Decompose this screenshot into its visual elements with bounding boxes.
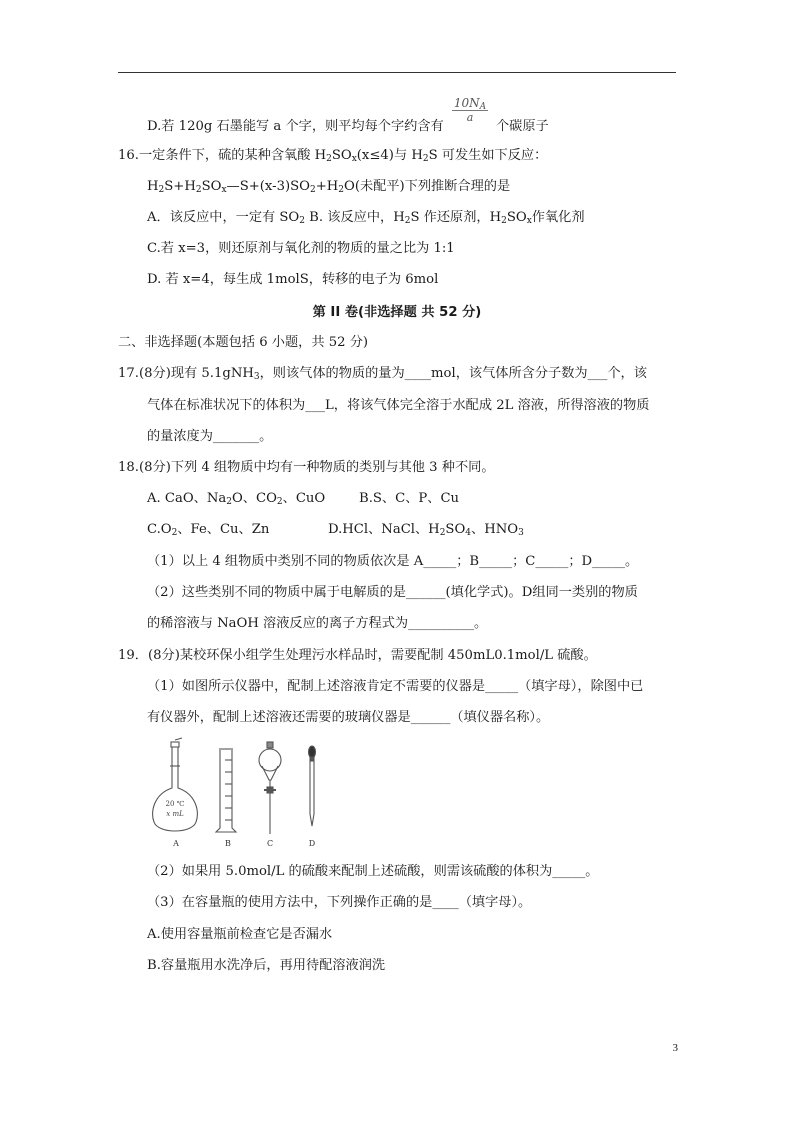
- q16-option-d: D. 若 x=4，每生成 1molS，转移的电子为 6mol: [147, 272, 439, 287]
- header-rule: [118, 72, 676, 73]
- flask-volume-label: x mL: [166, 810, 184, 818]
- volumetric-flask-icon: [153, 738, 198, 831]
- q16-equation: $H_2S+H_2SO_x—S+(x-3)SO_2+H_2O$(未配平)下列推断合理的是: [147, 179, 511, 195]
- fig-label-d: D: [308, 839, 316, 848]
- q17-line-2: 气体在标准状况下的体积为___L，将该气体完全溶于水配成 2L 溶液，所得溶液的物质: [147, 398, 650, 413]
- q18-sub-1: （1）以上 4 组物质中类别不同的物质依次是 A_____；B_____；C_____；D_____。: [147, 554, 639, 569]
- q18-options-ab: A. CaO、$Na_2O$、$CO_2$、CuO: [147, 491, 326, 507]
- fig-label-b: B: [225, 839, 231, 848]
- q18-sub-2b: 的稀溶液与 NaOH 溶液反应的离子方程式为__________。: [147, 616, 488, 631]
- q19-stem: 19．(8分)某校环保小组学生处理污水样品时，需要配制 450mL0.1mol/L 硫酸。: [118, 648, 597, 663]
- q19-option-b: B.容量瓶用水洗净后，再用待配溶液润洗: [147, 958, 386, 973]
- q19-sub-2: （2）如果用 5.0mol/L 的硫酸来配制上述硫酸，则需该硫酸的体积为_____。: [147, 864, 599, 879]
- q15-option-d: D.若 120g 石墨能写 a 个字，则平均每个字约含有: [147, 119, 444, 134]
- q15-option-d-suffix: 个碳原子: [496, 119, 549, 134]
- q16-option-c: C.若 x=3，则还原剂与氧化剂的物质的量之比为 1:1: [147, 241, 455, 256]
- q16-options-ab: A．该反应中，一定有 $SO_2$ B. 该反应中，$H_2S$ 作还原剂，$H_2SO_x$作氧化剂: [147, 210, 585, 226]
- q16-stem: 16.一定条件下，硫的某种含氧酸 $H_2SO_x(x\le 4)$与 $H_2S$ 可发生如下反应：: [118, 148, 548, 164]
- q19-sub-3: （3）在容量瓶的使用方法中，下列操作正确的是____（填字母）。: [147, 895, 532, 910]
- q18-stem: 18.(8分)下列 4 组物质中均有一种物质的类别与其他 3 种不同。: [118, 460, 495, 475]
- q17-line-3: 的量浓度为_______。: [147, 429, 273, 444]
- lab-instruments-figure: [140, 736, 340, 848]
- graduated-cylinder-icon: [216, 749, 236, 832]
- flask-temp-label: 20 ℃: [165, 800, 185, 808]
- q19-option-a: A.使用容量瓶前检查它是否漏水: [147, 927, 333, 942]
- fig-label-c: C: [266, 839, 274, 848]
- q18-option-b: B.S、C、P、Cu: [359, 491, 460, 506]
- section-intro: 二、非选择题(本题包括 6 小题，共 52 分): [118, 335, 369, 350]
- q19-sub-1b: 有仪器外，配制上述溶液还需要的玻璃仪器是______（填仪器名称）。: [147, 710, 550, 725]
- q18-option-d: D.HCl、NaCl、$H_2SO_4$、$HNO_3$: [328, 522, 524, 538]
- q17-line-1: 17.(8分)现有 5.1gNH$_3$，则该气体的物质的量为____mol，该气体所含分子数为___个，该: [118, 366, 647, 382]
- fraction-10na-over-a: $10N_A$ a: [453, 96, 487, 124]
- separatory-funnel-icon: [259, 742, 281, 834]
- dropper-icon: [309, 746, 316, 826]
- section-title: 第 II 卷(非选择题 共 52 分): [312, 305, 482, 320]
- q19-sub-1a: （1）如图所示仪器中，配制上述溶液肯定不需要的仪器是_____（填字母），除图中已: [147, 679, 644, 694]
- page-number: 3: [672, 1042, 678, 1054]
- q18-sub-2a: （2）这些类别不同的物质中属于电解质的是______(填化学式)。D组同一类别的物质: [147, 585, 638, 600]
- q18-option-c: $C.O_2$、Fe、Cu、Zn: [147, 522, 270, 538]
- fig-label-a: A: [173, 839, 179, 848]
